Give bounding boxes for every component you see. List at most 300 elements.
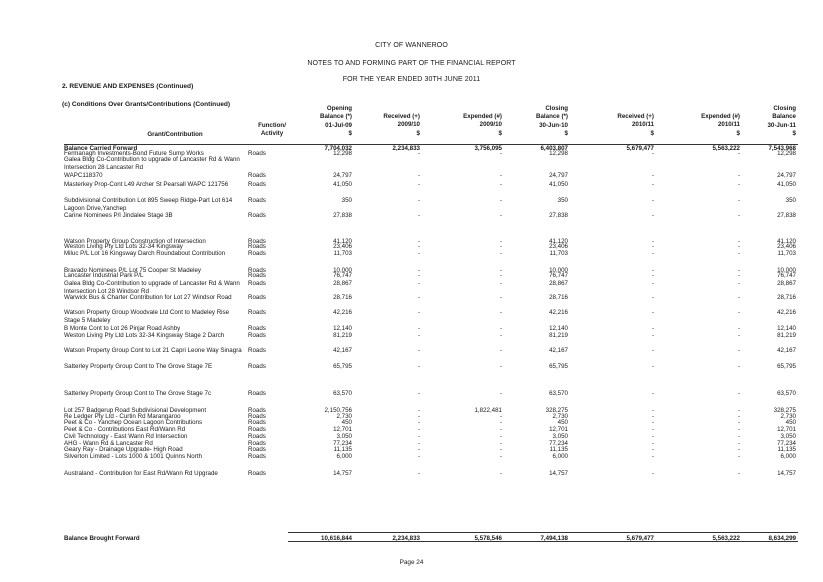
function-activity: Roads <box>248 272 266 279</box>
closing-2011-cell: 81,219 <box>777 332 796 339</box>
col-header-received-1011-l1: Received (+) <box>617 113 654 120</box>
expended-0910-cell: - <box>499 440 502 447</box>
function-activity: Roads <box>248 446 266 453</box>
received-1011-cell: - <box>651 390 654 397</box>
grant-name: Galea Bldg Co-Contribution to upgrade of Lancaster Rd & Wann Intersection Lot 28 Windsor Rd <box>64 280 240 295</box>
received-1011-cell: 5,679,477 <box>626 535 654 542</box>
expended-0910-cell: - <box>499 390 502 397</box>
grant-name: Masterkey Prop-Cont L49 Archer St Pearsall WAPC 121756 <box>64 181 229 188</box>
opening-balance-cell: 28,716 <box>333 294 352 301</box>
opening-balance-cell: 11,703 <box>333 250 352 257</box>
opening-balance-cell: 77,234 <box>333 440 352 447</box>
closing-2010-cell: 41,050 <box>549 181 568 188</box>
opening-balance-cell: 7,704,032 <box>324 145 352 152</box>
closing-2011-cell: 77,234 <box>777 440 796 447</box>
expended-1011-cell: - <box>737 212 740 219</box>
received-1011-cell: - <box>651 238 654 245</box>
opening-balance-cell: 2,730 <box>336 413 352 420</box>
received-0910-cell: - <box>417 272 420 279</box>
received-0910-cell: - <box>417 250 420 257</box>
closing-2010-cell: 2,730 <box>552 413 568 420</box>
expended-1011-cell: - <box>737 363 740 370</box>
closing-2010-cell: 12,298 <box>549 150 568 157</box>
closing-2011-cell: 76,747 <box>777 272 796 279</box>
grant-name: Geary Ray - Drainage Upgrade- High Road <box>64 446 183 453</box>
expended-0910-cell: - <box>499 212 502 219</box>
expended-0910-cell: - <box>499 272 502 279</box>
col-header-closing-2011 <box>732 105 796 138</box>
grant-name: Balance Carried Forward <box>64 145 138 152</box>
function-activity: Roads <box>248 470 266 477</box>
received-1011-cell: 5,679,477 <box>626 145 654 152</box>
col-header-closing-2011-l2: Balance <box>772 113 796 121</box>
expended-1011-cell: - <box>737 440 740 447</box>
closing-2010-cell: 14,757 <box>549 470 568 477</box>
closing-2010-cell: 7,494,138 <box>540 535 568 542</box>
grant-name: Peet & Co - Contributions East Rd/Wann Rd <box>64 426 186 433</box>
col-header-expended-1011-l2: 2010/11 <box>717 121 740 129</box>
closing-2010-cell: 12,701 <box>549 426 568 433</box>
received-0910-cell: - <box>417 181 420 188</box>
opening-balance-cell: 12,140 <box>333 325 352 332</box>
grant-name: Watson Property Group Woodvale Ltd Cont to Madeley Rise Stage 5 Madeley <box>64 309 230 324</box>
opening-balance-cell: 76,747 <box>333 272 352 279</box>
grant-name: Satterley Property Group Cont to The Grove Stage 7c <box>64 390 212 397</box>
function-activity: Roads <box>248 347 266 354</box>
received-0910-cell: - <box>417 413 420 420</box>
received-1011-cell: - <box>651 309 654 316</box>
period-title: FOR THE YEAR ENDED 30TH JUNE 2011 <box>342 76 481 83</box>
received-0910-cell: - <box>417 419 420 426</box>
closing-2011-cell: 7,543,968 <box>768 145 796 152</box>
received-0910-cell: - <box>417 332 420 339</box>
received-0910-cell: - <box>417 426 420 433</box>
received-0910-cell: - <box>417 440 420 447</box>
grant-name: Weston Living Pty Ltd Lots 32-34 Kingsway <box>64 243 183 250</box>
closing-2011-cell: 23,406 <box>777 243 796 250</box>
received-1011-cell: - <box>651 426 654 433</box>
closing-2010-cell: 77,234 <box>549 440 568 447</box>
expended-1011-cell: - <box>737 433 740 440</box>
expended-0910-cell: - <box>499 181 502 188</box>
expended-0910-cell: - <box>499 238 502 245</box>
expended-1011-cell: - <box>737 446 740 453</box>
closing-2010-cell: 42,216 <box>549 309 568 316</box>
subsection-heading: (c) Conditions Over Grants/Contributions (Continued) <box>62 101 231 108</box>
closing-2011-cell: 12,140 <box>777 325 796 332</box>
received-1011-cell: - <box>651 332 654 339</box>
col-header-opening-l1: Opening <box>326 105 352 112</box>
closing-2011-cell: 24,797 <box>777 172 796 179</box>
expended-1011-cell: - <box>737 413 740 420</box>
grant-name: Fermanagh Investments-Bond Future Sump Works <box>64 150 204 157</box>
col-header-opening-l4: $ <box>348 129 352 137</box>
received-1011-cell: - <box>651 267 654 274</box>
closing-2011-cell: 328,275 <box>773 407 796 414</box>
received-0910-cell: - <box>417 197 420 204</box>
col-header-received-0910-l1: Received (+) <box>383 113 420 120</box>
received-1011-cell: - <box>651 325 654 332</box>
received-1011-cell: - <box>651 181 654 188</box>
received-1011-cell: - <box>651 243 654 250</box>
section-heading: 2. REVENUE AND EXPENSES (Continued) <box>62 83 194 90</box>
closing-2011-cell: 2,730 <box>780 413 796 420</box>
function-activity: Roads <box>248 267 266 274</box>
closing-2010-cell: 24,797 <box>549 172 568 179</box>
received-0910-cell: - <box>417 280 420 287</box>
grant-name: Peet & Co - Yanchep Ocean Lagoon Contributions <box>64 419 203 426</box>
closing-2010-cell: 63,570 <box>549 390 568 397</box>
col-header-opening <box>288 105 352 138</box>
expended-0910-cell: - <box>499 267 502 274</box>
expended-0910-cell: - <box>499 426 502 433</box>
received-0910-cell: - <box>417 238 420 245</box>
col-header-received-1011-l2: 2010/11 <box>631 121 654 129</box>
received-1011-cell: - <box>651 363 654 370</box>
expended-1011-cell: - <box>737 419 740 426</box>
received-1011-cell: - <box>651 407 654 414</box>
closing-2011-cell: 63,570 <box>777 390 796 397</box>
expended-0910-cell: - <box>499 347 502 354</box>
received-0910-cell: - <box>417 363 420 370</box>
expended-1011-cell: - <box>737 347 740 354</box>
expended-1011-cell: - <box>737 197 740 204</box>
closing-2010-cell: 23,406 <box>549 243 568 250</box>
col-header-opening-l2: Balance (*) <box>320 113 352 121</box>
function-activity: Roads <box>248 433 266 440</box>
expended-1011-cell: - <box>737 280 740 287</box>
received-0910-cell: - <box>417 243 420 250</box>
received-0910-cell: - <box>417 325 420 332</box>
received-0910-cell: - <box>417 309 420 316</box>
received-0910-cell: - <box>417 390 420 397</box>
closing-2010-cell: 10,000 <box>549 267 568 274</box>
expended-1011-cell: - <box>737 250 740 257</box>
grant-name: Miluc P/L Lot 16 Kingsway Darch Roundabout Contribution <box>64 250 226 257</box>
expended-1011-cell: 5,563,222 <box>712 145 740 152</box>
received-1011-cell: - <box>651 150 654 157</box>
expended-0910-cell: - <box>499 172 502 179</box>
expended-0910-cell: 3,756,095 <box>474 145 502 152</box>
col-header-closing-2010-l4: $ <box>564 129 568 137</box>
received-1011-cell: - <box>651 440 654 447</box>
received-0910-cell: - <box>417 294 420 301</box>
grant-name: Watson Property Group Cont to Lot 21 Capri Leone Way Sinagra <box>64 347 242 354</box>
closing-2011-cell: 11,135 <box>777 446 796 453</box>
col-header-expended-0910-l3: $ <box>498 129 502 137</box>
closing-2011-cell: 12,701 <box>777 426 796 433</box>
col-header-expended-1011-l3: $ <box>736 129 740 137</box>
received-0910-cell: - <box>417 212 420 219</box>
closing-2010-cell: 41,120 <box>549 238 568 245</box>
closing-2010-cell: 28,716 <box>549 294 568 301</box>
expended-1011-cell: - <box>737 181 740 188</box>
received-1011-cell: - <box>651 294 654 301</box>
closing-2010-cell: 42,167 <box>549 347 568 354</box>
function-activity: Roads <box>248 280 266 287</box>
closing-2010-cell: 11,135 <box>549 446 568 453</box>
closing-2011-cell: 42,167 <box>777 347 796 354</box>
col-header-received-0910-l2: 2009/10 <box>397 121 420 129</box>
org-title: CITY OF WANNEROO <box>375 42 448 49</box>
closing-2010-cell: 6,000 <box>552 453 568 460</box>
received-1011-cell: - <box>651 347 654 354</box>
closing-2011-cell: 65,795 <box>777 363 796 370</box>
closing-2010-cell: 27,838 <box>549 212 568 219</box>
function-activity: Roads <box>248 325 266 332</box>
grant-name: Re Ledger Pty Ltd - Curtin Rd Marangaroo <box>64 413 181 420</box>
col-header-expended-1011 <box>676 113 740 138</box>
opening-balance-cell: 41,120 <box>333 238 352 245</box>
opening-balance-cell: 11,135 <box>333 446 352 453</box>
notes-title: NOTES TO AND FORMING PART OF THE FINANCIAL REPORT <box>307 60 516 67</box>
expended-0910-cell: - <box>499 280 502 287</box>
grant-name: Australand - Contribution for East Rd/Wann Rd Upgrade <box>64 470 218 477</box>
closing-2011-cell: 8,634,299 <box>768 535 796 542</box>
expended-0910-cell: - <box>499 453 502 460</box>
col-header-expended-0910 <box>438 113 502 138</box>
function-activity: Roads <box>248 212 266 219</box>
opening-balance-cell: 27,838 <box>333 212 352 219</box>
closing-2010-cell: 81,219 <box>549 332 568 339</box>
expended-1011-cell: - <box>737 172 740 179</box>
received-1011-cell: - <box>651 272 654 279</box>
grant-name: Balance Brought Forward <box>64 535 140 542</box>
received-0910-cell: - <box>417 172 420 179</box>
expended-0910-cell: - <box>499 250 502 257</box>
expended-1011-cell: - <box>737 332 740 339</box>
received-0910-cell: - <box>417 446 420 453</box>
expended-0910-cell: - <box>499 150 502 157</box>
col-header-closing-2010-l1: Closing <box>545 105 568 112</box>
closing-2011-cell: 41,050 <box>777 181 796 188</box>
opening-balance-cell: 65,795 <box>333 363 352 370</box>
opening-balance-cell: 42,167 <box>333 347 352 354</box>
grant-name: Warwick Bus & Charter Contribution for Lot 27 Windsor Road <box>64 294 232 301</box>
received-0910-cell: - <box>417 470 420 477</box>
opening-balance-cell: 12,701 <box>333 426 352 433</box>
function-activity: Roads <box>248 413 266 420</box>
closing-2011-cell: 12,298 <box>777 150 796 157</box>
expended-1011-cell: - <box>737 453 740 460</box>
col-header-received-0910-l3: $ <box>416 129 420 137</box>
page-number: Page 24 <box>399 559 424 566</box>
expended-1011-cell: - <box>737 272 740 279</box>
expended-1011-cell: - <box>737 325 740 332</box>
total-rule-bottom <box>288 541 798 542</box>
expended-0910-cell: 1,822,481 <box>474 407 502 414</box>
function-activity: Roads <box>248 243 266 250</box>
function-activity: Roads <box>248 238 266 245</box>
expended-1011-cell: - <box>737 243 740 250</box>
col-header-received-1011-l3: $ <box>650 129 654 137</box>
closing-2011-cell: 41,120 <box>777 238 796 245</box>
received-0910-cell: - <box>417 267 420 274</box>
col-header-received-0910 <box>356 113 420 138</box>
received-0910-cell: - <box>417 150 420 157</box>
expended-0910-cell: - <box>499 294 502 301</box>
closing-2011-cell: 450 <box>785 419 796 426</box>
expended-1011-cell: 5,563,222 <box>712 535 740 542</box>
expended-0910-cell: - <box>499 419 502 426</box>
received-1011-cell: - <box>651 172 654 179</box>
expended-0910-cell: - <box>499 332 502 339</box>
expended-0910-cell: - <box>499 325 502 332</box>
closing-2011-cell: 11,703 <box>777 250 796 257</box>
expended-0910-cell: - <box>499 433 502 440</box>
grant-name: Lancaster Industrial Park P/L <box>64 272 144 279</box>
received-0910-cell: - <box>417 347 420 354</box>
opening-balance-cell: 14,757 <box>333 470 352 477</box>
closing-2011-cell: 10,000 <box>777 267 796 274</box>
expended-1011-cell: - <box>737 426 740 433</box>
expended-1011-cell: - <box>737 267 740 274</box>
expended-0910-cell: - <box>499 470 502 477</box>
received-1011-cell: - <box>651 419 654 426</box>
closing-2011-cell: 28,716 <box>777 294 796 301</box>
col-header-received-1011 <box>590 113 654 138</box>
closing-2010-cell: 350 <box>557 197 568 204</box>
opening-balance-cell: 350 <box>341 197 352 204</box>
closing-2010-cell: 6,403,807 <box>540 145 568 152</box>
closing-2010-cell: 12,140 <box>549 325 568 332</box>
opening-balance-cell: 6,000 <box>336 453 352 460</box>
function-activity: Roads <box>248 309 266 316</box>
expended-0910-cell: - <box>499 446 502 453</box>
opening-balance-cell: 450 <box>341 419 352 426</box>
function-activity: Roads <box>248 426 266 433</box>
expended-0910-cell: - <box>499 243 502 250</box>
function-activity: Roads <box>248 332 266 339</box>
received-1011-cell: - <box>651 446 654 453</box>
closing-2010-cell: 76,747 <box>549 272 568 279</box>
function-activity: Roads <box>248 407 266 414</box>
function-activity: Roads <box>248 419 266 426</box>
closing-2011-cell: 14,757 <box>777 470 796 477</box>
opening-balance-cell: 42,216 <box>333 309 352 316</box>
grant-name: Subdivisional Contribution Lot 895 Sweep Ridge-Part Lot 614 Lagoon Drive,Yanchep <box>64 197 233 212</box>
grant-name: Watson Property Group Construction of Intersection <box>64 238 206 245</box>
closing-2010-cell: 11,703 <box>549 250 568 257</box>
closing-2011-cell: 42,216 <box>777 309 796 316</box>
received-1011-cell: - <box>651 197 654 204</box>
opening-balance-cell: 41,050 <box>333 181 352 188</box>
closing-2011-cell: 28,867 <box>777 280 796 287</box>
expended-1011-cell: - <box>737 150 740 157</box>
function-activity: Roads <box>248 172 266 179</box>
grant-name: WAPC118370 <box>64 172 103 179</box>
expended-0910-cell: - <box>499 309 502 316</box>
received-1011-cell: - <box>651 413 654 420</box>
received-1011-cell: - <box>651 453 654 460</box>
col-header-closing-2011-l1: Closing <box>773 105 796 112</box>
grant-name: Carine Nominees P/l Jindalee Stage 3B <box>64 212 173 219</box>
function-activity: Roads <box>248 250 266 257</box>
col-header-opening-l3: 01-Jul-09 <box>325 121 352 129</box>
col-header-function-line1: Function/ <box>258 122 286 129</box>
expended-0910-cell: - <box>499 413 502 420</box>
expended-1011-cell: - <box>737 309 740 316</box>
expended-1011-cell: - <box>737 407 740 414</box>
expended-1011-cell: - <box>737 470 740 477</box>
grant-name: Civil Technology - East Wann Rd Intersection <box>64 433 188 440</box>
grant-name: Weston Living Pty Ltd Lots 32-34 Kingsway Stage 2 Darch <box>64 332 225 339</box>
function-activity: Roads <box>248 294 266 301</box>
expended-1011-cell: - <box>737 294 740 301</box>
col-header-expended-1011-l1: Expended (#) <box>701 113 740 120</box>
col-header-closing-2011-l4: $ <box>792 129 796 137</box>
received-0910-cell: - <box>417 453 420 460</box>
closing-2011-cell: 6,000 <box>780 453 796 460</box>
opening-balance-cell: 24,797 <box>333 172 352 179</box>
opening-balance-cell: 10,000 <box>333 267 352 274</box>
function-activity: Roads <box>248 181 266 188</box>
function-activity: Roads <box>248 390 266 397</box>
opening-balance-cell: 28,867 <box>333 280 352 287</box>
received-0910-cell: - <box>417 433 420 440</box>
closing-2011-cell: 27,838 <box>777 212 796 219</box>
received-1011-cell: - <box>651 250 654 257</box>
col-header-closing-2011-l3: 30-Jun-11 <box>767 121 796 129</box>
grant-name: B Monte Cont to Lot 26 Pinjar Road Ashby <box>64 325 181 332</box>
expended-0910-cell: 5,578,546 <box>474 535 502 542</box>
grant-name: Bravado Nominees P/L Lot 75 Cooper St Madeley <box>64 267 202 274</box>
closing-2010-cell: 3,050 <box>552 433 568 440</box>
total-rule-top <box>288 532 798 533</box>
grant-name: Silverton Limited - Lots 1000 & 1001 Quinns North <box>64 453 202 460</box>
col-header-closing-2010-l2: Balance (*) <box>536 113 568 121</box>
received-1011-cell: - <box>651 470 654 477</box>
closing-2010-cell: 28,867 <box>549 280 568 287</box>
received-1011-cell: - <box>651 212 654 219</box>
expended-1011-cell: - <box>737 238 740 245</box>
closing-2011-cell: 350 <box>785 197 796 204</box>
expended-0910-cell: - <box>499 197 502 204</box>
expended-0910-cell: - <box>499 363 502 370</box>
received-0910-cell: 2,234,833 <box>392 145 420 152</box>
closing-2010-cell: 450 <box>557 419 568 426</box>
opening-balance-cell: 23,406 <box>333 243 352 250</box>
col-header-grant <box>110 131 240 139</box>
closing-2010-cell: 65,795 <box>549 363 568 370</box>
function-activity: Roads <box>248 453 266 460</box>
opening-balance-cell: 12,298 <box>333 150 352 157</box>
col-header-closing-2010 <box>504 105 568 138</box>
opening-balance-cell: 63,570 <box>333 390 352 397</box>
grant-name: Lot 257 Badgerup Road Subdivisional Development <box>64 407 207 414</box>
function-activity: Roads <box>248 150 266 157</box>
received-0910-cell: 2,234,833 <box>392 535 420 542</box>
col-header-function-line2: Activity <box>260 130 284 138</box>
opening-balance-cell: 10,616,844 <box>321 535 352 542</box>
function-activity: Roads <box>248 197 266 204</box>
expended-1011-cell: - <box>737 390 740 397</box>
closing-2010-cell: 328,275 <box>545 407 568 414</box>
grant-name: Galea Bldg Co-Contribution to upgrade of Lancaster Rd & Wann Intersection 28 Lancaster Rd <box>64 156 240 171</box>
received-1011-cell: - <box>651 433 654 440</box>
grant-name: Satterley Property Group Cont to The Grove Stage 7E <box>64 363 213 370</box>
col-header-grant-label: Grant/Contribution <box>147 131 203 138</box>
received-1011-cell: - <box>651 280 654 287</box>
opening-balance-cell: 2,150,756 <box>324 407 352 414</box>
function-activity: Roads <box>248 440 266 447</box>
col-header-closing-2010-l3: 30-Jun-10 <box>539 121 568 129</box>
col-header-expended-0910-l2: 2009/10 <box>479 121 502 129</box>
received-0910-cell: - <box>417 407 420 414</box>
opening-balance-cell: 3,050 <box>336 433 352 440</box>
closing-2011-cell: 3,050 <box>780 433 796 440</box>
col-header-expended-0910-l1: Expended (#) <box>463 113 502 120</box>
